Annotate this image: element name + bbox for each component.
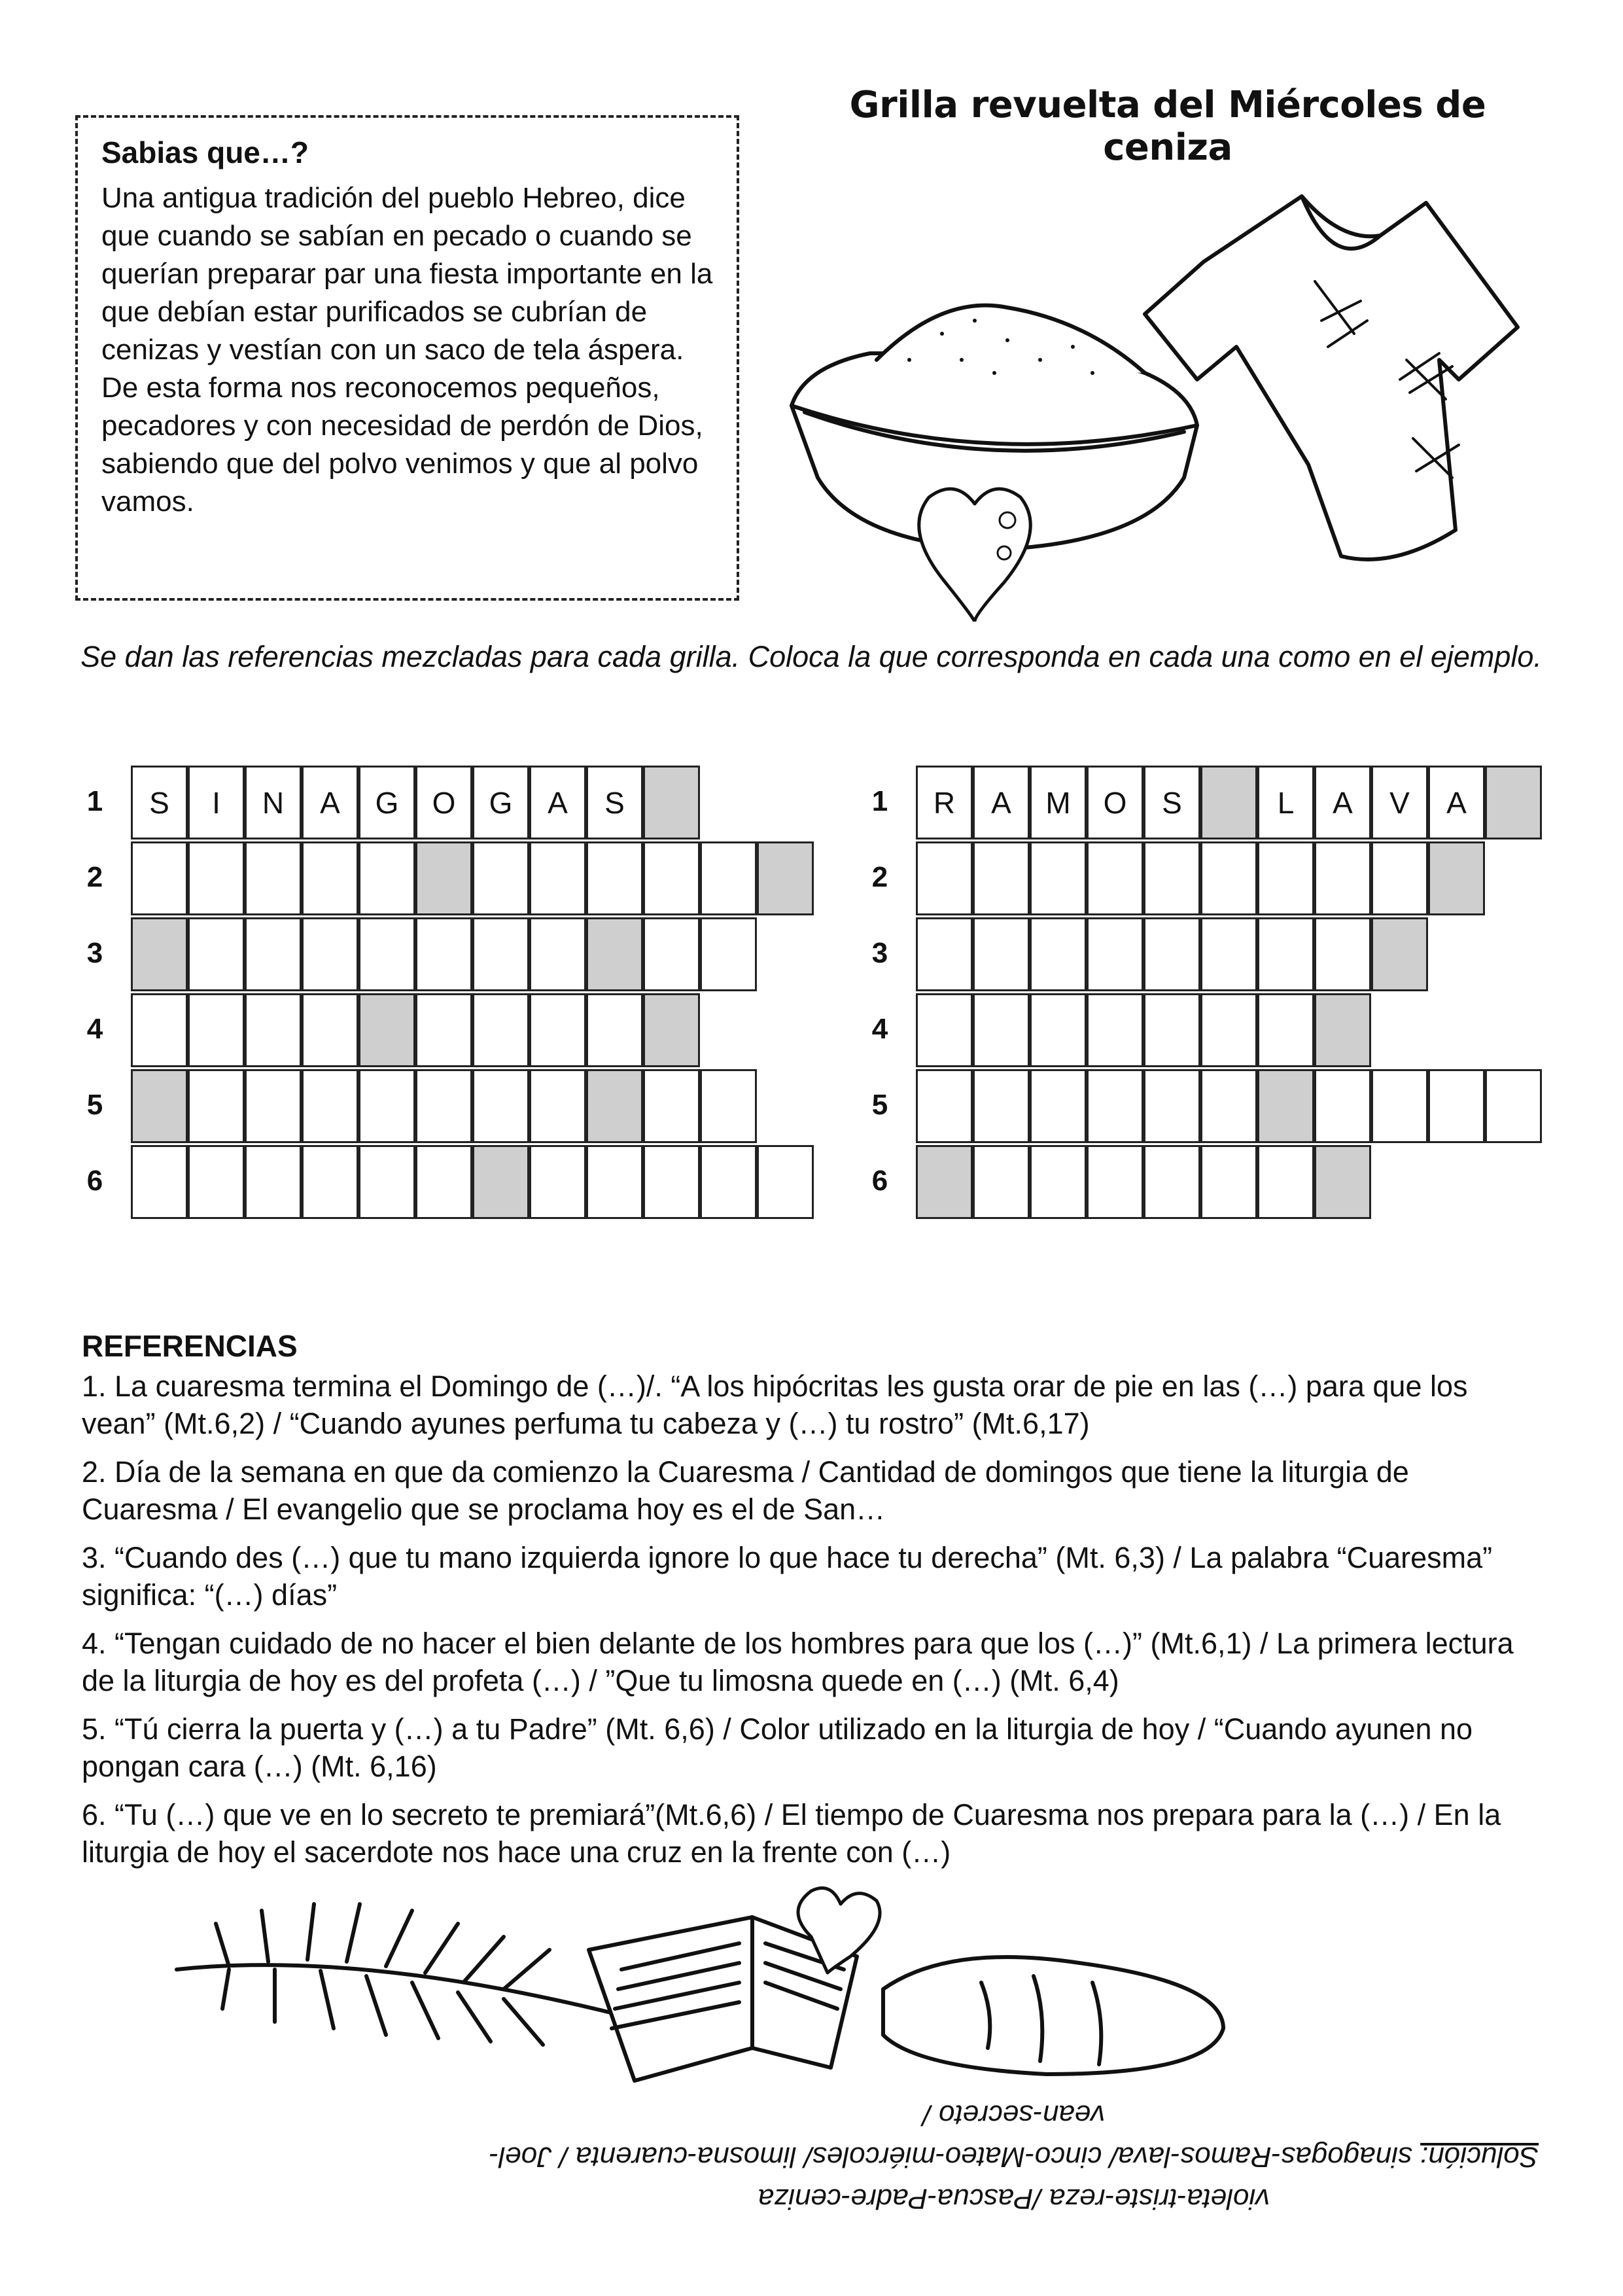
grid-cell-blocked: [472, 1145, 529, 1219]
row-number: 3: [871, 937, 888, 969]
solution-line-2: violeta-triste-reza /Pascua-Padre-ceniza: [758, 2183, 1270, 2215]
grid-cell[interactable]: [1143, 841, 1200, 915]
grid-cell[interactable]: [415, 917, 472, 991]
grid-cell-blocked: [916, 1145, 973, 1219]
grid-cell[interactable]: [1257, 993, 1314, 1067]
grid-cell[interactable]: [358, 917, 415, 991]
grid-cell[interactable]: [643, 917, 700, 991]
grid-cell[interactable]: [1030, 1145, 1087, 1219]
grid-cell[interactable]: I: [188, 766, 245, 839]
grid-cell[interactable]: [245, 917, 302, 991]
grid-cell[interactable]: [916, 917, 973, 991]
grid-cell[interactable]: [700, 1145, 757, 1219]
grid-cell[interactable]: [1371, 841, 1428, 915]
grid-cell[interactable]: [1200, 993, 1257, 1067]
grid-cell[interactable]: [643, 1145, 700, 1219]
grid-cell[interactable]: [586, 1145, 643, 1219]
grid-cell[interactable]: [472, 1069, 529, 1143]
grid-cell[interactable]: [529, 841, 586, 915]
grid-cell[interactable]: [529, 917, 586, 991]
grid-cell[interactable]: [302, 1069, 358, 1143]
grid-cell-blocked: [586, 1069, 643, 1143]
grid-cell[interactable]: [973, 917, 1030, 991]
grid-cell[interactable]: [1314, 1069, 1371, 1143]
grid-cell[interactable]: [302, 917, 358, 991]
reference-item: 3. “Cuando des (…) que tu mano izquierda ignore lo que hace tu derecha” (Mt. 6,3) / La palabra “Cuaresma” significa: “(…) días”: [82, 1541, 1493, 1612]
ashes-tunic-illustration: [778, 164, 1563, 622]
grid-cell[interactable]: A: [529, 766, 586, 839]
instruction-text: Se dan las referencias mezcladas para cada grilla. Coloca la que corresponda en cada una como en el ejemplo.: [80, 640, 1542, 673]
grid-cell[interactable]: [700, 841, 757, 915]
grid-cell[interactable]: [757, 1145, 814, 1219]
row-number: 5: [871, 1089, 888, 1121]
reference-item: 4. “Tengan cuidado de no hacer el bien delante de los hombres para que los (…)” (Mt.6,1) / La primera lectura de la liturgia de hoy es del profeta (…) / ”Que tu limosna quede en (…) (Mt. 6,4): [82, 1627, 1514, 1697]
grid-cell[interactable]: [973, 1069, 1030, 1143]
grid-cell[interactable]: [1030, 917, 1087, 991]
reference-item: 6. “Tu (…) que ve en lo secreto te premiará”(Mt.6,6) / El tiempo de Cuaresma nos prepara para la (…) / En la liturgia de hoy el sacerdote nos hace una cruz en la frente con (…): [82, 1798, 1501, 1869]
page-title: Grilla revuelta del Miércoles de ceniza: [849, 84, 1486, 169]
grid-cell[interactable]: [245, 1145, 302, 1219]
grid-cell[interactable]: [188, 993, 245, 1067]
grid-cell[interactable]: [1087, 1145, 1143, 1219]
grid-cell[interactable]: N: [245, 766, 302, 839]
info-heading: Sabias que…?: [101, 135, 309, 169]
grid-cell[interactable]: [1030, 1069, 1087, 1143]
grid-cell[interactable]: [415, 993, 472, 1067]
grid-cell[interactable]: [358, 1069, 415, 1143]
grid-cell-blocked: [1428, 841, 1485, 915]
grid-cell[interactable]: R: [916, 766, 973, 839]
grid-cell[interactable]: [973, 841, 1030, 915]
grid-cell[interactable]: [245, 993, 302, 1067]
solution-line-1: sinagogas-Ramos-lava/ cinco-Mateo-miércoles/ limosna-cuarenta / Joel-vean-secreto /: [489, 2099, 1412, 2173]
grid-cell[interactable]: [1087, 993, 1143, 1067]
grid-cell[interactable]: O: [1087, 766, 1143, 839]
grid-cell[interactable]: S: [1143, 766, 1200, 839]
grid-cell-blocked: [586, 917, 643, 991]
grid-cell[interactable]: [1143, 917, 1200, 991]
grid-cell[interactable]: [586, 841, 643, 915]
row-number: 1: [86, 785, 103, 817]
grid-cell[interactable]: [245, 1069, 302, 1143]
row-number: 2: [86, 861, 103, 893]
grid-cell[interactable]: [1314, 841, 1371, 915]
grid-cell[interactable]: L: [1257, 766, 1314, 839]
grid-cell[interactable]: A: [973, 766, 1030, 839]
row-number: 4: [86, 1013, 103, 1045]
grid-cell[interactable]: [700, 917, 757, 991]
crossword-grid-right: [864, 766, 1544, 1237]
grid-cell[interactable]: [358, 1145, 415, 1219]
grid-cell[interactable]: [302, 993, 358, 1067]
grid-cell[interactable]: [188, 1145, 245, 1219]
grid-cell[interactable]: [916, 841, 973, 915]
row-number: 2: [871, 861, 888, 893]
palm-book-bread-illustration: [164, 1884, 1243, 2100]
grid-cell[interactable]: [973, 993, 1030, 1067]
grid-cell[interactable]: [586, 993, 643, 1067]
grid-cell[interactable]: [1257, 841, 1314, 915]
grid-cell[interactable]: [529, 1145, 586, 1219]
grid-cell[interactable]: G: [472, 766, 529, 839]
grid-cell[interactable]: [1030, 993, 1087, 1067]
grid-cell-blocked: [1314, 993, 1371, 1067]
grid-cell-blocked: [643, 766, 700, 839]
grid-cell-blocked: [131, 1069, 188, 1143]
grid-cell-blocked: [757, 841, 814, 915]
grid-cell[interactable]: S: [586, 766, 643, 839]
grid-cell[interactable]: V: [1371, 766, 1428, 839]
grid-cell[interactable]: A: [1428, 766, 1485, 839]
grid-cell[interactable]: [1143, 1145, 1200, 1219]
grid-cell[interactable]: [1257, 917, 1314, 991]
grid-cell[interactable]: [529, 1069, 586, 1143]
grid-cell-blocked: [1371, 917, 1428, 991]
grid-cell[interactable]: [973, 1145, 1030, 1219]
references-heading: REFERENCIAS: [82, 1329, 298, 1363]
grid-cell[interactable]: [1143, 993, 1200, 1067]
grid-cell[interactable]: [358, 841, 415, 915]
reference-item: 2. Día de la semana en que da comienzo la Cuaresma / Cantidad de domingos que tiene la liturgia de Cuaresma / El evangelio que se proclama hoy es el de San…: [82, 1455, 1409, 1526]
grid-cell[interactable]: [1200, 841, 1257, 915]
solution-text: [458, 2094, 1570, 2219]
grid-cell[interactable]: [643, 1069, 700, 1143]
grid-cell[interactable]: [529, 993, 586, 1067]
grid-cell[interactable]: [1087, 917, 1143, 991]
grid-cell[interactable]: [1200, 917, 1257, 991]
grid-cell[interactable]: [1371, 1069, 1428, 1143]
grid-cell-blocked: [1200, 766, 1257, 839]
row-number: 3: [86, 937, 103, 969]
grid-cell[interactable]: [700, 1069, 757, 1143]
grid-cell[interactable]: A: [1314, 766, 1371, 839]
crossword-grid-left: [79, 766, 811, 1237]
grid-cell-blocked: [1314, 1145, 1371, 1219]
grid-cell[interactable]: [1143, 1069, 1200, 1143]
grid-cell[interactable]: [415, 1069, 472, 1143]
row-number: 1: [871, 785, 888, 817]
grid-cell[interactable]: [131, 1145, 188, 1219]
row-number: 5: [86, 1089, 103, 1121]
grid-cell[interactable]: [1314, 917, 1371, 991]
grid-cell[interactable]: [188, 841, 245, 915]
grid-cell[interactable]: [245, 841, 302, 915]
info-body: Una antigua tradición del pueblo Hebreo, dice que cuando se sabían en pecado o cuando se querían preparar par una fiesta importante en la que debían estar purificados se cubrían de cenizas y vestían con un saco de tela áspera. De esta forma nos reconocemos pequeños, pecadores y con necesidad de perdón de Dios, sabiendo que del polvo venimos y que al polvo vamos.: [101, 182, 713, 518]
grid-cell[interactable]: [916, 993, 973, 1067]
solution-label: Solución:: [1420, 2141, 1539, 2173]
grid-cell-blocked: [131, 917, 188, 991]
grid-cell[interactable]: [131, 993, 188, 1067]
grid-cell[interactable]: [1200, 1145, 1257, 1219]
row-number: 4: [871, 1013, 888, 1045]
grid-cell-blocked: [415, 841, 472, 915]
reference-item: 1. La cuaresma termina el Domingo de (…)/. “A los hipócritas les gusta orar de pie en las (…) para que los vean” (Mt.6,2) / “Cuando ayunes perfuma tu cabeza y (…) tu rostro” (Mt.6,17): [82, 1369, 1468, 1440]
grid-cell[interactable]: O: [415, 766, 472, 839]
grid-cell[interactable]: S: [131, 766, 188, 839]
grid-cell[interactable]: [302, 841, 358, 915]
grid-cell[interactable]: [1257, 1145, 1314, 1219]
grid-cell-blocked: [1257, 1069, 1314, 1143]
reference-item: 5. “Tú cierra la puerta y (…) a tu Padre” (Mt. 6,6) / Color utilizado en la liturgia de hoy / “Cuando ayunen no pongan cara (…) (Mt. 6,16): [82, 1712, 1473, 1783]
grid-cell[interactable]: [1200, 1069, 1257, 1143]
grid-cell[interactable]: [643, 841, 700, 915]
grid-cell[interactable]: A: [302, 766, 358, 839]
grid-cell-blocked: [643, 993, 700, 1067]
grid-cell[interactable]: [302, 1145, 358, 1219]
row-number: 6: [871, 1165, 888, 1197]
info-box: [75, 115, 739, 601]
grid-cell[interactable]: [1087, 1069, 1143, 1143]
grid-cell[interactable]: M: [1030, 766, 1087, 839]
grid-cell[interactable]: [131, 841, 188, 915]
grid-cell[interactable]: [1428, 1069, 1485, 1143]
grid-cell[interactable]: G: [358, 766, 415, 839]
grid-cell[interactable]: [415, 1145, 472, 1219]
grid-cell[interactable]: [472, 841, 529, 915]
grid-cell-blocked: [1485, 766, 1542, 839]
grid-cell[interactable]: [1030, 841, 1087, 915]
grid-cell-blocked: [358, 993, 415, 1067]
grid-cell[interactable]: [1087, 841, 1143, 915]
grid-cell[interactable]: [916, 1069, 973, 1143]
grid-cell[interactable]: [472, 993, 529, 1067]
grid-cell[interactable]: [472, 917, 529, 991]
grid-cell[interactable]: [1485, 1069, 1542, 1143]
grid-cell[interactable]: [188, 1069, 245, 1143]
grid-cell[interactable]: [188, 917, 245, 991]
row-number: 6: [86, 1165, 103, 1197]
